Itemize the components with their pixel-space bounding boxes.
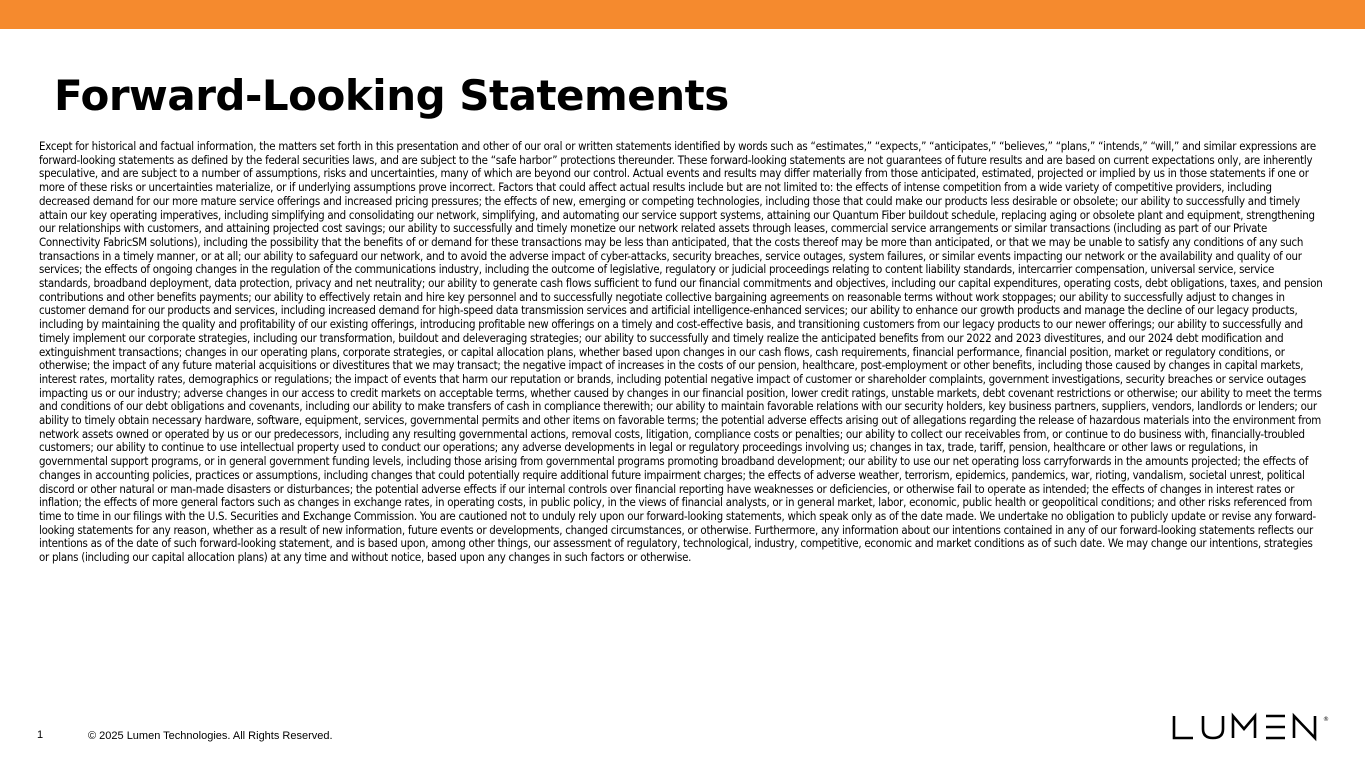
page-number: 1 (37, 729, 44, 741)
page-title: Forward-Looking Statements (54, 71, 729, 120)
registered-mark: ® (1323, 716, 1329, 723)
forward-looking-statement-body: Except for historical and factual information, the matters set forth in this presentation and other of our oral or written statements identified by words such as “estimates,” “expects,” “anticipates,” “believes,” “plans,” “intends,” “will,” and similar expressions are forward-looking statements as defined by the federal securities laws, and are subject to the “safe harbor” protections thereunder. These forward-looking statements are not guarantees of future results and are based on current expectations only, are inherently speculative, and are subject to a number of assumptions, risks and uncertainties, many of which are beyond our control. Actual events and results may differ materially from those anticipated, estimated, projected or implied by us in those statements if one or more of these risks or uncertainties materialize, or if underlying assumptions prove incorrect. Factors that could affect actual results include but are not limited to: the effects of intense competition from a wide variety of competitive providers, including decreased demand for our more mature service offerings and increased pricing pressures; the effects of new, emerging or competing technologies, including those that could make our products less desirable or obsolete; our ability to successfully and timely attain our key operating imperatives, including simplifying and consolidating our network, simplifying, and automating our service support systems, attaining our Quantum Fiber buildout schedule, replacing aging or obsolete plant and equipment, strengthening our relationships with customers, and attaining projected cost savings; our ability to successfully and timely monetize our network related assets through leases, commercial service arrangements or similar transactions (including as part of our Private Connectivity FabricSM solutions), including the possibility that the benefits of or demand for these transactions may be less than anticipated, that the costs thereof may be more than anticipated, or that we may be unable to satisfy any conditions of any such transactions in a timely manner, or at all; our ability to safeguard our network, and to avoid the adverse impact of cyber-attacks, security breaches, service outages, system failures, or similar events impacting our network or the availability and quality of our services; the effects of ongoing changes in the regulation of the communications industry, including the outcome of legislative, regulatory or judicial proceedings relating to content liability standards, intercarrier compensation, universal service, service standards, broadband deployment, data protection, privacy and net neutrality; our ability to generate cash flows sufficient to fund our financial commitments and objectives, including our capital expenditures, operating costs, debt obligations, taxes, and pension contributions and other benefits payments; our ability to effectively retain and hire key personnel and to successfully negotiate collective bargaining agreements on reasonable terms without work stoppages; our ability to successfully adjust to changes in customer demand for our products and services, including increased demand for high-speed data transmission services and artificial intelligence-enhanced services; our ability to enhance our growth products and manage the decline of our legacy products, including by maintaining the quality and profitability of our existing offerings, introducing profitable new offerings on a timely and cost-effective basis, and transitioning customers from our legacy products to our newer offerings; our ability to successfully and timely implement our corporate strategies, including our transformation, buildout and deleveraging strategies; our ability to successfully and timely realize the anticipated benefits from our 2022 and 2023 divestitures, and our 2024 debt modification and extinguishment transactions; changes in our operating plans, corporate strategies, or capital allocation plans, whether based upon changes in our cash flows, cash requirements, financial performance, financial position, market or regulatory conditions, or otherwise; the impact of any future material acquisitions or divestitures that we may transact; the negative impact of increases in the costs of our pension, healthcare, post-employment or other benefits, including those caused by changes in capital markets, interest rates, mortality rates, demographics or regulations; the impact of events that harm our reputation or brands, including potential negative impact of customer or shareholder complaints, government investigations, security breaches or service outages impacting us or our industry; adverse changes in our access to credit markets on acceptable terms, whether caused by changes in our financial position, lower credit ratings, unstable markets, debt covenant restrictions or otherwise; our ability to meet the terms and conditions of our debt obligations and covenants, including our ability to make transfers of cash in compliance therewith; our ability to maintain favorable relations with our security holders, key business partners, suppliers, vendors, landlords or lenders; our ability to timely obtain necessary hardware, software, equipment, services, governmental permits and other items on favorable terms; the potential adverse effects arising out of allegations regarding the release of hazardous materials into the environment from network assets owned or operated by us or our predecessors, including any resulting governmental actions, removal costs, litigation, compliance costs or penalties; our ability to collect our receivables from, or continue to do business with, financially-troubled customers; our ability to continue to use intellectual property used to conduct our operations; any adverse developments in legal or regulatory proceedings involving us; changes in tax, trade, tariff, pension, healthcare or other laws or regulations, in governmental support programs, or in general government funding levels, including those arising from governmental programs promoting broadband development; our ability to use our net operating loss carryforwards in the amounts projected; the effects of changes in accounting policies, practices or assumptions, including changes that could potentially require additional future impairment charges; the effects of adverse weather, terrorism, epidemics, pandemics, war, rioting, vandalism, societal unrest, political discord or other natural or man-made disasters or disturbances; the potential adverse effects if our internal controls over financial reporting have weaknesses or deficiencies, or otherwise fail to operate as intended; the effects of changes in interest rates or inflation; the effects of more general factors such as changes in exchange rates, in operating costs, in public policy, in the views of financial analysts, or in general market, labor, economic, public health or geopolitical conditions; and other risks referenced from time to time in our filings with the U.S. Securities and Exchange Commission. You are cautioned not to unduly rely upon our forward-looking statements, which speak only as of the date made. We undertake no obligation to publicly update or revise any forward-looking statements for any reason, whether as a result of new information, future events or developments, changed circumstances, or otherwise. Furthermore, any information about our intentions contained in any of our forward-looking statements reflects our intentions as of the date of such forward-looking statement, and is based upon, among other things, our assessment of regulatory, technological, industry, competitive, economic and market conditions as of such date. We may change our intentions, strategies or plans (including our capital allocation plans) at any time and without notice, based upon any changes in such factors or otherwise. (39, 139, 1323, 565)
lumen-logo (1170, 713, 1328, 741)
top-accent-bar (0, 0, 1365, 29)
copyright-notice: © 2025 Lumen Technologies. All Rights Reserved. (88, 730, 333, 742)
